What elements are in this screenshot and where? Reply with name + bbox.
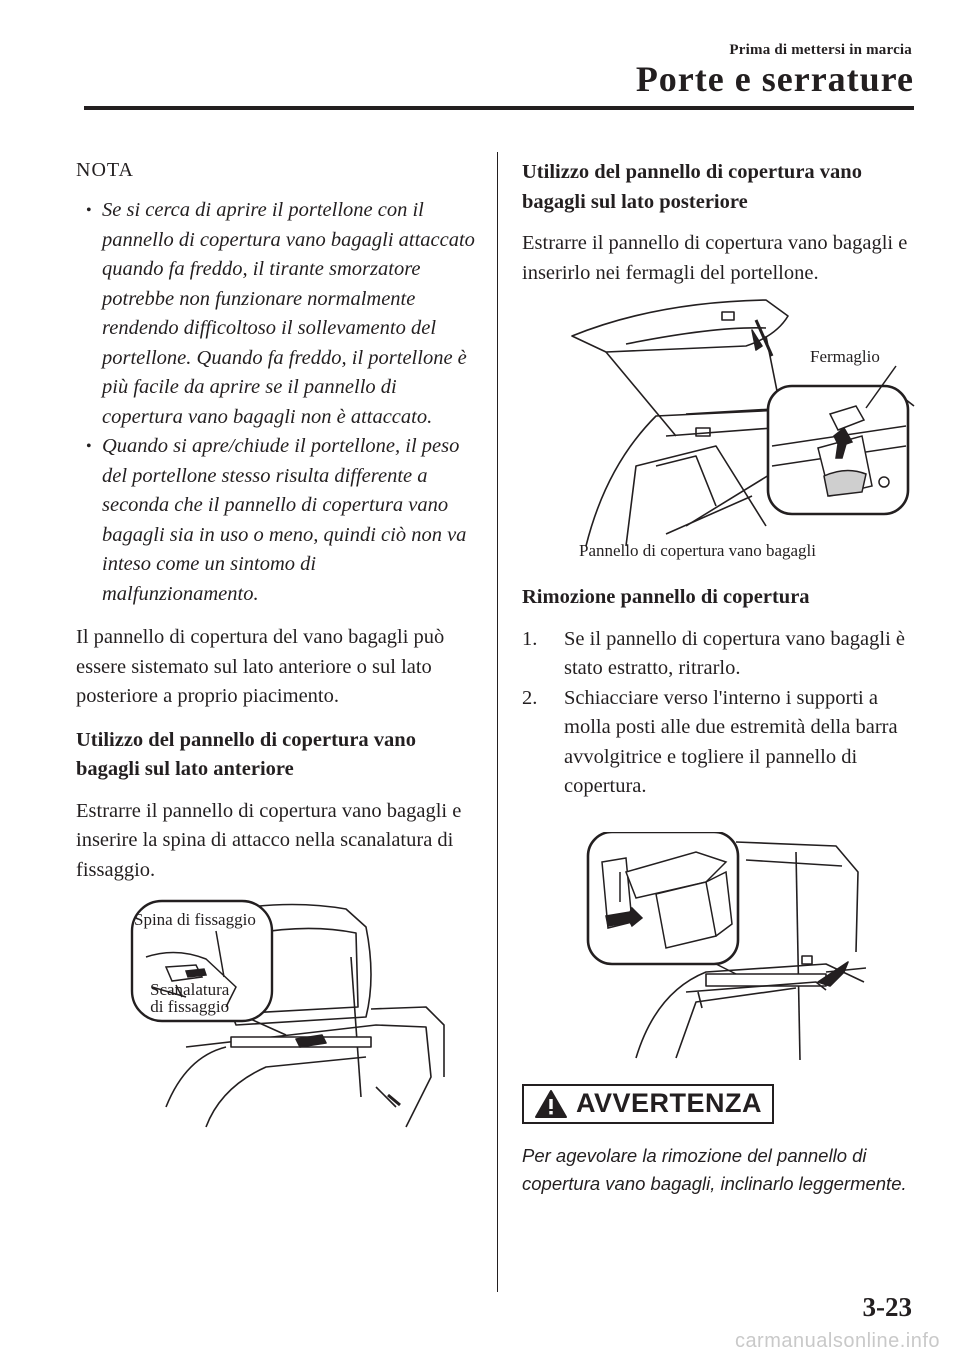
- label-cover-panel: Pannello di copertura vano bagagli: [579, 541, 816, 560]
- front-heading: Utilizzo del pannello di copertura vano bagagli sul lato anteriore: [76, 728, 416, 780]
- page-title: Porte e serrature: [635, 59, 914, 99]
- label-fixing-groove-line1: Scanalatura: [150, 980, 230, 999]
- label-fixing-groove: [150, 981, 229, 1015]
- bullet-icon: •: [86, 438, 92, 455]
- warning-section: [522, 1084, 922, 1198]
- removal-steps: [522, 625, 922, 802]
- left-column: [76, 158, 476, 1133]
- label-fixing-groove-line2: di fissaggio: [150, 997, 230, 1016]
- warning-label: AVVERTENZA: [576, 1088, 763, 1118]
- warning-text: Per agevolare la rimozione del pannello di copertura vano bagagli, inclinarlo leggermente.: [522, 1144, 907, 1194]
- label-fixing-pin: Spina di fissaggio: [134, 910, 256, 929]
- cargo-rear-illustration: [566, 296, 918, 548]
- cover-removal-illustration: [586, 832, 866, 1062]
- figure-removal: [586, 832, 866, 1062]
- figure-front-attachment: [126, 897, 446, 1133]
- column-divider: [497, 152, 498, 1292]
- rear-heading: Utilizzo del pannello di copertura vano bagagli sul lato posteriore: [522, 161, 862, 213]
- nota-title: NOTA: [76, 159, 134, 181]
- header-rule: [84, 106, 914, 110]
- right-column: [522, 158, 922, 1198]
- intro-paragraph: Il pannello di copertura del vano bagagli può essere sistemato sul lato anteriore o sul lato posteriore a proprio piacimento.: [76, 626, 445, 707]
- nota-bullet-text: Se si cerca di aprire il portellone con il pannello di copertura vano bagagli attaccato quando fa freddo, il tirante smorzatore potrebbe non funzionare normalmente rendendo difficoltoso il sollevamento del portellone. Quando fa freddo, il portellone è più facile da aprire se il pannello di copertura vano bagagli non è attaccato.: [102, 199, 475, 428]
- watermark: carmanualsonline.info: [734, 1330, 940, 1352]
- step-text: Se il pannello di copertura vano bagagli è stato estratto, ritrarlo.: [564, 627, 905, 679]
- warning-badge: [522, 1084, 774, 1124]
- figure-rear-attachment: [566, 296, 918, 548]
- nota-bullet-text: Quando si apre/chiude il portellone, il peso del portellone stesso risulta differente a seconda che il pannello di copertura vano bagagli sia in uso o meno, quindi ciò non va inteso come un sintomo di malfunzionamento.: [102, 435, 467, 605]
- nota-bullet: [76, 432, 476, 609]
- removal-step: [522, 625, 922, 684]
- bullet-icon: •: [86, 202, 92, 219]
- page-number: 3-23: [862, 1292, 912, 1322]
- label-clip: Fermaglio: [810, 347, 880, 366]
- step-number: 1.: [522, 627, 538, 650]
- step-number: 2.: [522, 686, 538, 709]
- nota-bullet: [76, 196, 476, 432]
- warning-triangle-icon: [534, 1089, 568, 1119]
- removal-heading: Rimozione pannello di copertura: [522, 586, 810, 608]
- rear-paragraph: Estrarre il pannello di copertura vano bagagli e inserirlo nei fermagli del portellone.: [522, 232, 908, 284]
- step-text: Schiacciare verso l'interno i supporti a molla posti alle due estremità della barra avvolgitrice e togliere il pannello di copertura.: [564, 686, 898, 797]
- section-title: Prima di mettersi in marcia: [729, 42, 912, 58]
- front-paragraph: Estrarre il pannello di copertura vano bagagli e inserire la spina di attacco nella scanalatura di fissaggio.: [76, 799, 462, 881]
- removal-step: [522, 684, 922, 802]
